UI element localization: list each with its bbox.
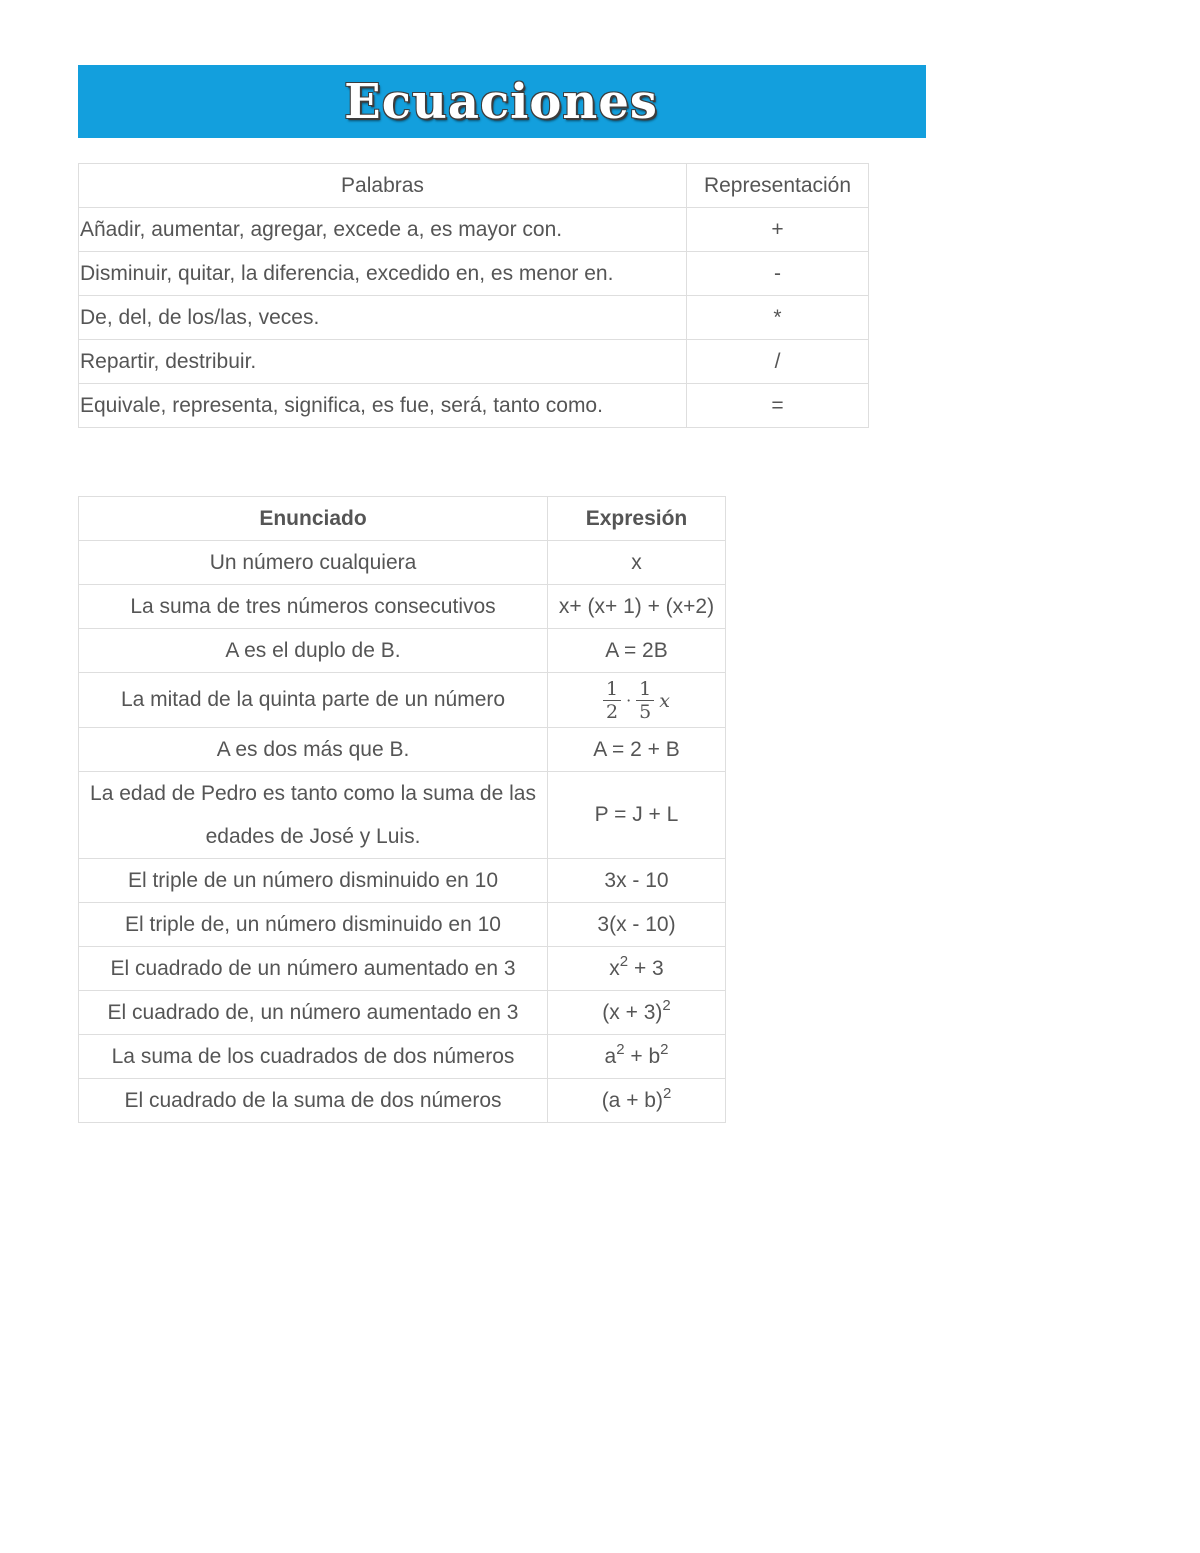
- words-table: [78, 163, 869, 428]
- exponent-b: 2: [660, 1040, 669, 1058]
- table-header-row: [79, 497, 726, 541]
- statement-cell: Un número cualquiera: [79, 541, 548, 585]
- multiply-dot: ·: [626, 691, 632, 710]
- words-cell: Añadir, aumentar, agregar, excede a, es mayor con.: [79, 208, 687, 252]
- expression-cell: 3(x - 10): [548, 903, 726, 947]
- fraction-one-fifth: [636, 678, 654, 723]
- numerator: 1: [606, 678, 619, 700]
- column-header-statement: Enunciado: [79, 497, 548, 541]
- table-header-row: [79, 164, 869, 208]
- table-row: [79, 673, 726, 728]
- base-b: + b: [624, 1044, 661, 1068]
- statement-cell: A es dos más que B.: [79, 728, 548, 772]
- expression-cell: P = J + L: [548, 772, 726, 859]
- denominator: 2: [606, 701, 619, 723]
- table-row: [79, 629, 726, 673]
- expression-cell: x: [548, 541, 726, 585]
- expression-cell: [548, 947, 726, 991]
- statement-cell: El triple de un número disminuido en 10: [79, 859, 548, 903]
- symbol-cell: +: [687, 208, 869, 252]
- expression-cell: A = 2 + B: [548, 728, 726, 772]
- words-cell: Repartir, destribuir.: [79, 340, 687, 384]
- symbol-cell: -: [687, 252, 869, 296]
- base: (a + b): [601, 1088, 663, 1112]
- table-row: [79, 1035, 726, 1079]
- page-title: Ecuaciones: [344, 73, 658, 130]
- exponent: 2: [662, 1084, 672, 1102]
- statement-cell: La mitad de la quinta parte de un número: [79, 673, 548, 728]
- table-row: [79, 208, 869, 252]
- symbol-cell: /: [687, 340, 869, 384]
- table-row: [79, 296, 869, 340]
- expression-cell: [548, 1035, 726, 1079]
- expressions-table: [78, 496, 726, 1123]
- statement-cell: La edad de Pedro es tanto como la suma de las edades de José y Luis.: [79, 772, 548, 859]
- statement-cell: La suma de los cuadrados de dos números: [79, 1035, 548, 1079]
- fraction-one-half: [603, 678, 621, 723]
- table-row: [79, 252, 869, 296]
- column-header-representation: Representación: [687, 164, 869, 208]
- table-row: [79, 585, 726, 629]
- statement-cell: El triple de, un número disminuido en 10: [79, 903, 548, 947]
- statement-cell: El cuadrado de un número aumentado en 3: [79, 947, 548, 991]
- remainder: + 3: [628, 956, 664, 980]
- words-cell: Equivale, representa, significa, es fue, será, tanto como.: [79, 384, 687, 428]
- table-row: [79, 1079, 726, 1123]
- statement-cell: El cuadrado de la suma de dos números: [79, 1079, 548, 1123]
- statement-cell: A es el duplo de B.: [79, 629, 548, 673]
- table-row: [79, 772, 726, 859]
- symbol-cell: *: [687, 296, 869, 340]
- table-row: [79, 384, 869, 428]
- expression-cell: 3x - 10: [548, 859, 726, 903]
- words-cell: De, del, de los/las, veces.: [79, 296, 687, 340]
- base: (x + 3): [602, 1000, 663, 1024]
- expression-cell: [548, 991, 726, 1035]
- table-row: [79, 728, 726, 772]
- denominator: 5: [639, 701, 652, 723]
- base: x: [609, 956, 620, 980]
- table-row: [79, 991, 726, 1035]
- expression-cell: x+ (x+ 1) + (x+2): [548, 585, 726, 629]
- table-row: [79, 859, 726, 903]
- exponent: 2: [619, 952, 629, 970]
- symbol-cell: =: [687, 384, 869, 428]
- table-row: [79, 340, 869, 384]
- table-row: [79, 947, 726, 991]
- expression-cell: [548, 1079, 726, 1123]
- words-cell: Disminuir, quitar, la diferencia, excedido en, es menor en.: [79, 252, 687, 296]
- variable: x: [659, 689, 670, 712]
- title-banner: [78, 65, 926, 138]
- numerator: 1: [639, 678, 652, 700]
- statement-cell: El cuadrado de, un número aumentado en 3: [79, 991, 548, 1035]
- exponent-a: 2: [616, 1040, 625, 1058]
- column-header-words: Palabras: [79, 164, 687, 208]
- table-row: [79, 903, 726, 947]
- column-header-expression: Expresión: [548, 497, 726, 541]
- statement-cell: La suma de tres números consecutivos: [79, 585, 548, 629]
- exponent: 2: [662, 996, 671, 1014]
- expression-cell: [548, 673, 726, 728]
- fraction-expression: [603, 678, 670, 723]
- base-a: a: [604, 1044, 617, 1068]
- table-row: [79, 541, 726, 585]
- expression-cell: A = 2B: [548, 629, 726, 673]
